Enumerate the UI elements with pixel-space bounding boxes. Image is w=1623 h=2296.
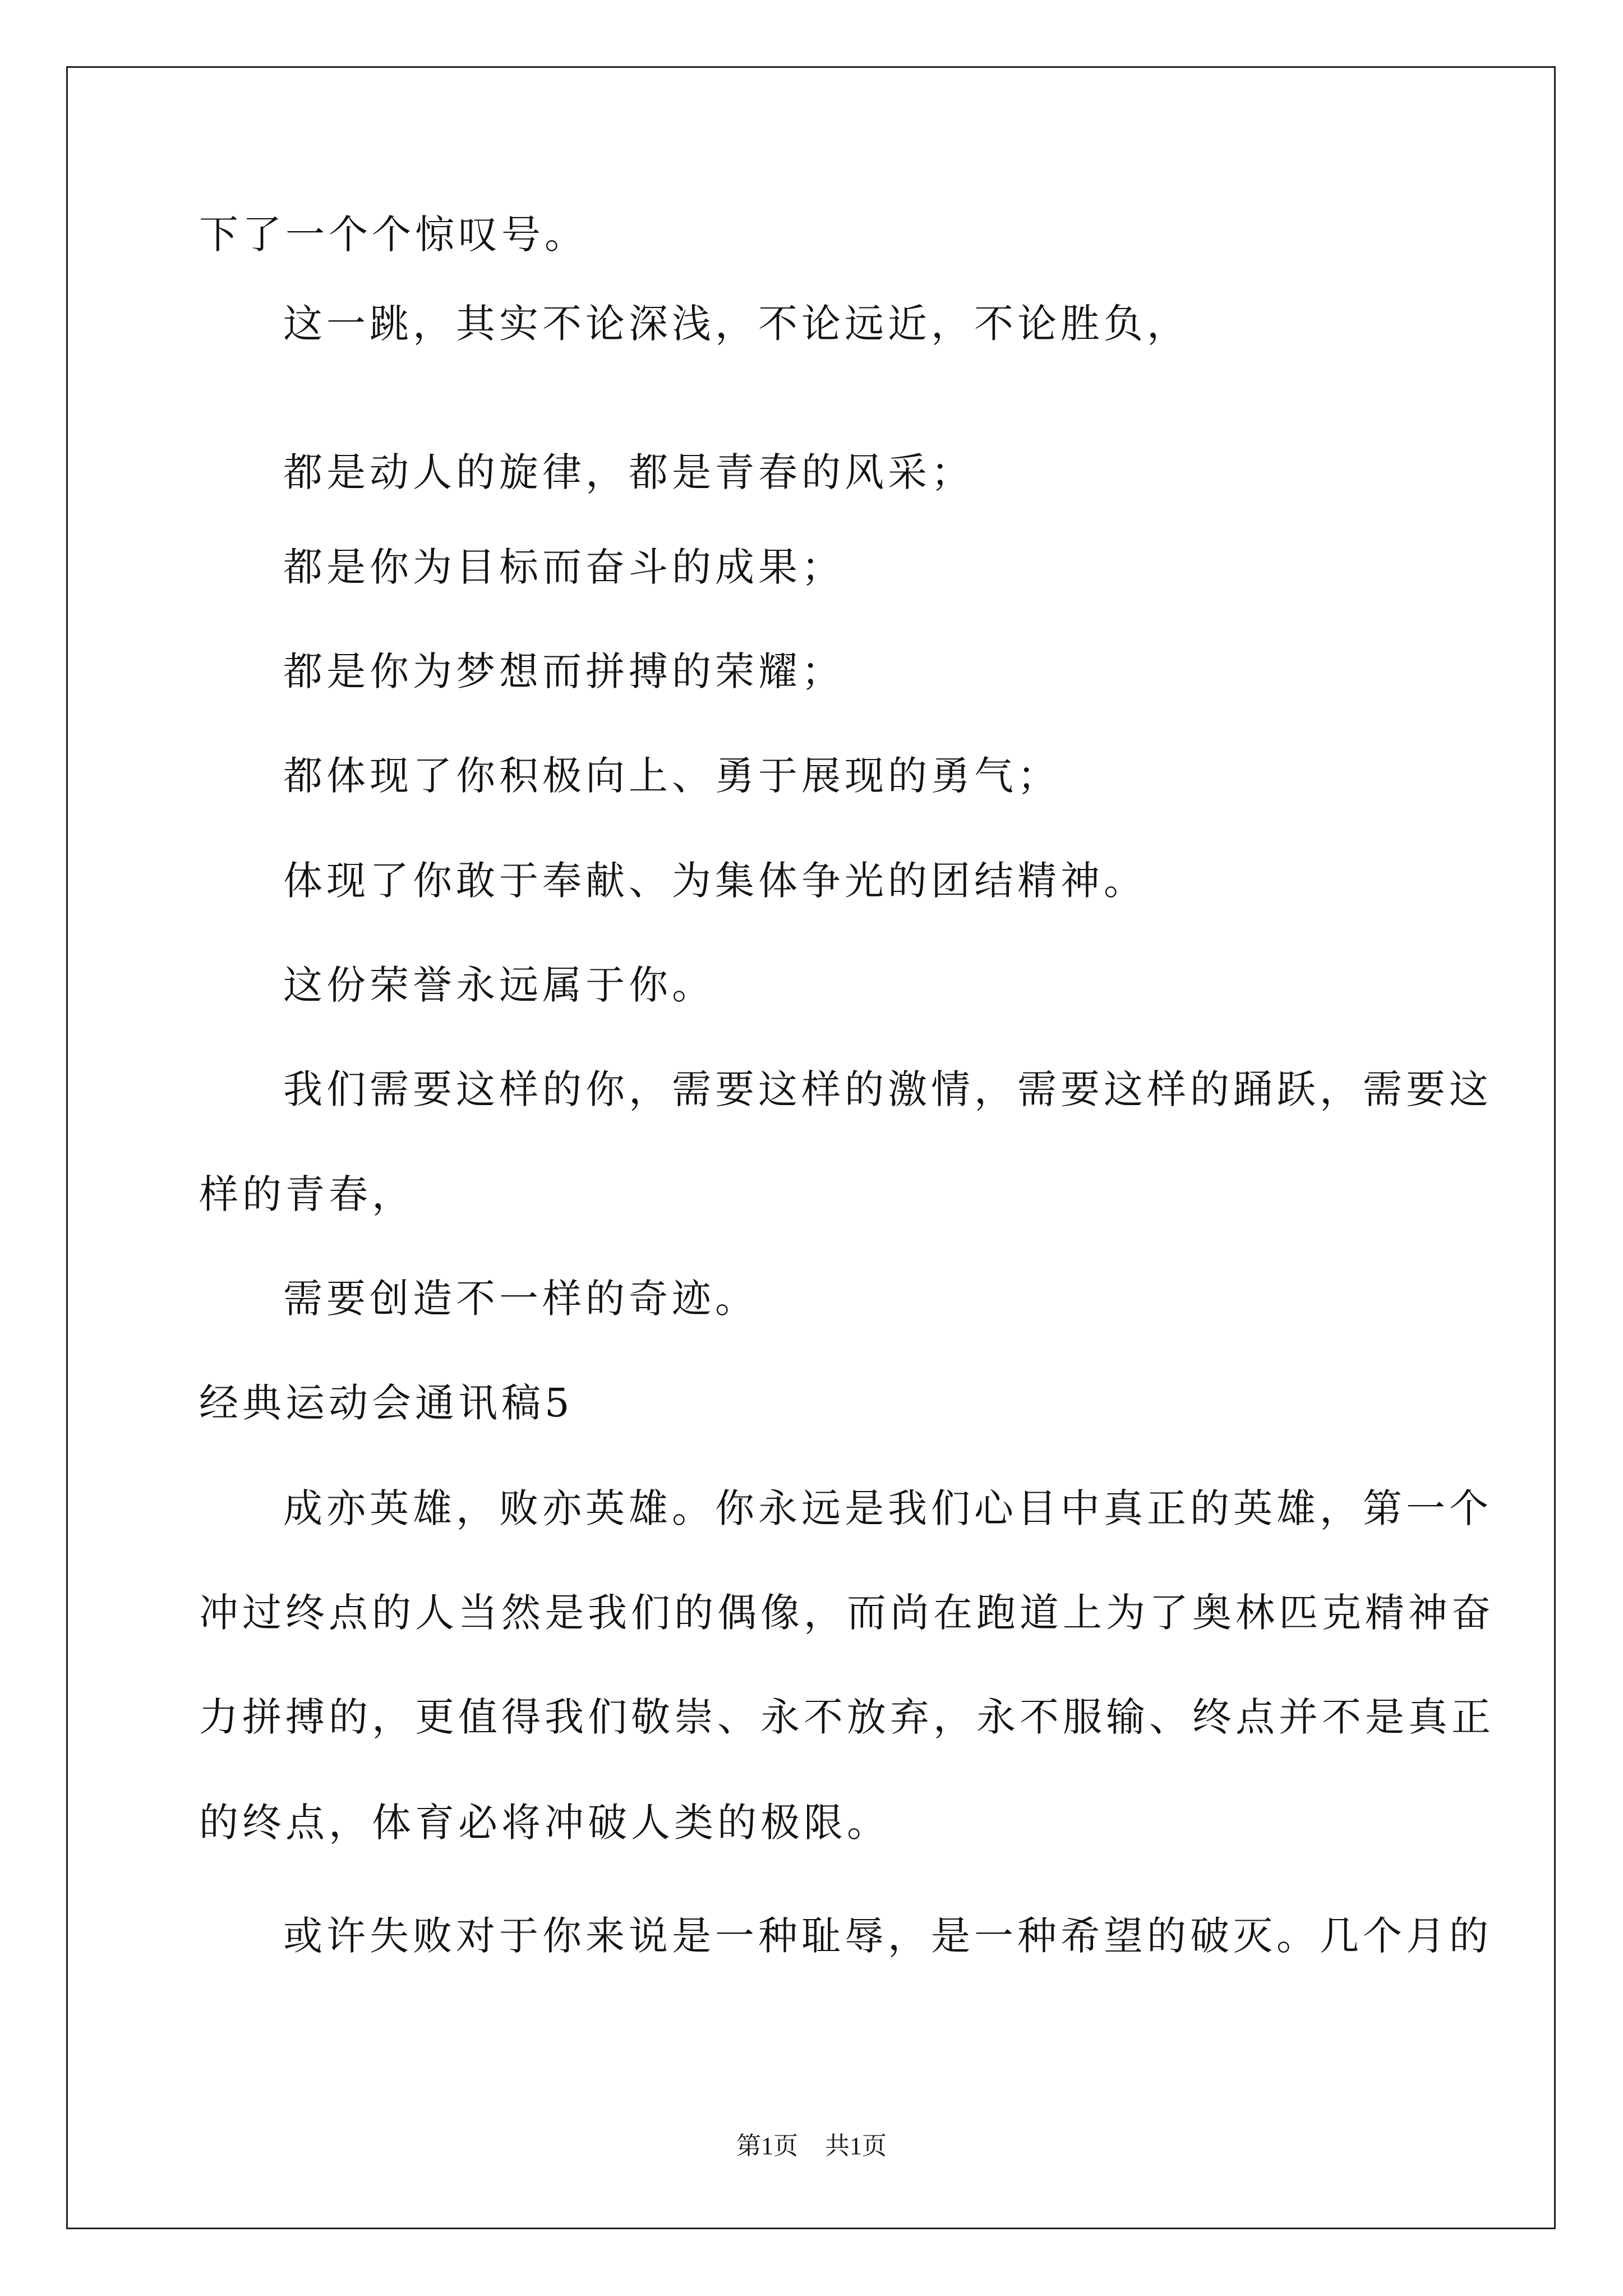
paragraph-line: 或许失败对于你来说是一种耻辱，是一种希望的破灭。几个月的: [283, 1913, 1492, 1959]
verse-line: 都是动人的旋律，都是青春的风采；: [283, 449, 974, 495]
page-total: 共1页: [825, 2132, 887, 2160]
verse-line: 这份荣誉永远属于你。: [283, 962, 715, 1008]
paragraph-line: 的终点，体育必将冲破人类的极限。: [199, 1800, 890, 1846]
verse-line: 都是你为目标而奋斗的成果；: [283, 544, 845, 590]
verse-line: 都是你为梦想而拼搏的荣耀；: [283, 648, 845, 694]
section-heading: 经典运动会通讯稿5: [199, 1380, 574, 1426]
paragraph-line: 成亦英雄，败亦英雄。你永远是我们心目中真正的英雄，第一个: [283, 1485, 1492, 1531]
page-footer: [0, 2129, 1623, 2163]
paragraph-line: 样的青春，: [199, 1171, 415, 1217]
paragraph-line: 力拼搏的，更值得我们敬崇、永不放弃，永不服输、终点并不是真正: [199, 1694, 1495, 1740]
verse-line: 这一跳，其实不论深浅，不论远近，不论胜负，: [283, 301, 1190, 347]
page-frame: [66, 66, 1556, 2229]
verse-line: 需要创造不一样的奇迹。: [283, 1276, 758, 1322]
verse-line: 都体现了你积极向上、勇于展现的勇气；: [283, 753, 1061, 799]
paragraph-line: 冲过终点的人当然是我们的偶像，而尚在跑道上为了奥林匹克精神奋: [199, 1590, 1495, 1636]
paragraph-line: 我们需要这样的你，需要这样的激情，需要这样的踊跃，需要这: [283, 1066, 1492, 1112]
continued-line: 下了一个个惊叹号。: [199, 211, 588, 257]
verse-line: 体现了你敢于奉献、为集体争光的团结精神。: [283, 858, 1147, 904]
page-number: 第1页: [736, 2132, 798, 2160]
